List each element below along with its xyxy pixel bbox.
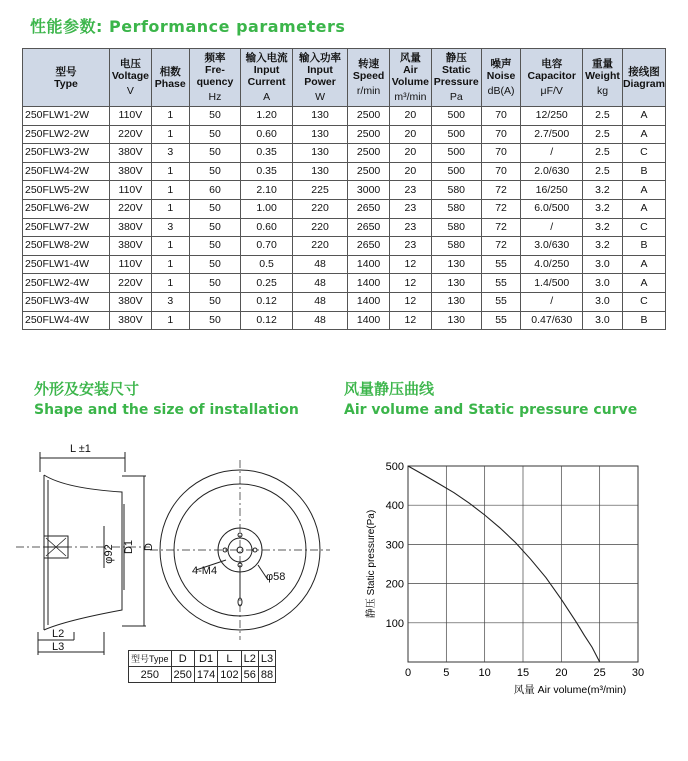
- table-cell: 580: [431, 218, 481, 237]
- table-row: [23, 311, 666, 330]
- table-cell: 1400: [348, 311, 390, 330]
- table-cell: 220: [292, 237, 347, 256]
- table-cell: 3.0: [583, 255, 623, 274]
- table-cell: 2650: [348, 237, 390, 256]
- table-cell: 225: [292, 181, 347, 200]
- label-L2: L2: [52, 628, 65, 640]
- table-cell: 1: [151, 107, 189, 126]
- chart-y-tick-label: 100: [385, 617, 404, 630]
- table-cell: 1400: [348, 292, 390, 311]
- chart-x-tick-label: 25: [593, 667, 606, 679]
- chart-ticks: [386, 461, 644, 679]
- label-D1: D1: [123, 539, 135, 555]
- table-cell: 580: [431, 199, 481, 218]
- dimensions-value-row: [129, 667, 276, 683]
- table-cell: 12/250: [521, 107, 583, 126]
- table-cell: 1: [151, 162, 189, 181]
- table-row: [23, 144, 666, 163]
- table-cell: A: [622, 107, 665, 126]
- table-cell: 0.5: [241, 255, 293, 274]
- perf-header-unit: r/min: [356, 85, 381, 97]
- table-cell: 580: [431, 181, 481, 200]
- perf-header-unit: A: [263, 91, 271, 103]
- chart-x-tick-label: 5: [443, 667, 450, 679]
- table-cell: 50: [189, 218, 241, 237]
- table-cell: A: [622, 255, 665, 274]
- table-cell: /: [521, 144, 583, 163]
- perf-header-unit: kg: [596, 85, 609, 97]
- label-d92: φ92: [103, 544, 115, 564]
- table-cell: 3.0: [583, 311, 623, 330]
- table-cell: 3.2: [583, 199, 623, 218]
- dims-header-cell: L2: [241, 651, 258, 667]
- table-cell: 2.5: [583, 107, 623, 126]
- label-L: L ±1: [70, 443, 91, 455]
- curve-title-en: Air volume and Static pressure curve: [344, 402, 638, 418]
- table-cell: 1: [151, 199, 189, 218]
- table-cell: 2500: [348, 144, 390, 163]
- table-cell: 48: [292, 274, 347, 293]
- table-row: [23, 107, 666, 126]
- table-cell: 3.0: [583, 292, 623, 311]
- dims-value-cell: 250: [129, 667, 172, 683]
- table-cell: 0.12: [241, 311, 293, 330]
- table-cell: 55: [481, 311, 521, 330]
- table-cell: 1: [151, 274, 189, 293]
- table-cell: 500: [431, 125, 481, 144]
- table-cell: 50: [189, 274, 241, 293]
- table-cell: 48: [292, 292, 347, 311]
- dims-header-cell: L3: [258, 651, 275, 667]
- dims-header-cell: D1: [194, 651, 217, 667]
- table-cell: 50: [189, 107, 241, 126]
- table-cell: 50: [189, 311, 241, 330]
- dims-header-cell: 型号Type: [129, 651, 172, 667]
- table-cell: 12: [389, 255, 431, 274]
- chart-y-tick-label: 300: [385, 539, 404, 552]
- perf-header-en: Fre-quency: [196, 64, 234, 88]
- dimensions-header-row: [129, 651, 276, 667]
- table-cell: 250FLW3-2W: [23, 144, 110, 163]
- table-cell: 20: [389, 144, 431, 163]
- table-cell: 2.0/630: [521, 162, 583, 181]
- table-cell: 48: [292, 311, 347, 330]
- perf-header-unit: m³/min: [394, 91, 427, 103]
- table-cell: 250FLW4-4W: [23, 311, 110, 330]
- table-cell: 70: [481, 125, 521, 144]
- dims-header-cell: L: [218, 651, 241, 667]
- dimensions-table: [128, 650, 276, 683]
- table-cell: 3: [151, 292, 189, 311]
- label-L3: L3: [52, 641, 65, 653]
- perf-header-8: [431, 49, 481, 107]
- chart-x-tick-label: 30: [631, 667, 645, 679]
- performance-title-cn: 性能参数:: [30, 17, 103, 36]
- perf-header-en: Noise: [486, 70, 516, 82]
- table-cell: 250FLW2-2W: [23, 125, 110, 144]
- chart-x-label: 风量 Air volume(m³/min): [513, 684, 627, 696]
- table-cell: 0.60: [241, 125, 293, 144]
- table-cell: 72: [481, 237, 521, 256]
- perf-header-unit: Hz: [208, 91, 222, 103]
- table-cell: 0.35: [241, 162, 293, 181]
- table-cell: 380V: [109, 218, 151, 237]
- table-cell: 250FLW8-2W: [23, 237, 110, 256]
- table-cell: 50: [189, 292, 241, 311]
- table-cell: 23: [389, 199, 431, 218]
- chart-x-tick-label: 20: [555, 667, 568, 679]
- perf-header-en: Static Pressure: [433, 64, 479, 88]
- perf-header-cn: 噪声: [490, 58, 512, 70]
- table-cell: 130: [431, 311, 481, 330]
- table-cell: 220: [292, 218, 347, 237]
- table-cell: 55: [481, 292, 521, 311]
- table-cell: 380V: [109, 292, 151, 311]
- table-cell: 72: [481, 181, 521, 200]
- table-cell: 72: [481, 218, 521, 237]
- perf-header-cn: 电压: [119, 58, 141, 70]
- perf-header-cn: 电容: [541, 58, 563, 70]
- perf-header-cn: 型号: [55, 65, 77, 78]
- table-cell: A: [622, 181, 665, 200]
- table-cell: 50: [189, 237, 241, 256]
- perf-header-en: Air Volume: [391, 64, 429, 88]
- installation-drawing: [0, 430, 340, 655]
- table-cell: 3.0: [583, 274, 623, 293]
- table-cell: 1.20: [241, 107, 293, 126]
- perf-header-en: Type: [54, 77, 78, 90]
- table-cell: 0.70: [241, 237, 293, 256]
- table-row: [23, 199, 666, 218]
- table-cell: 500: [431, 144, 481, 163]
- chart-y-label: 静压 Static pressure(Pa): [366, 509, 377, 619]
- table-cell: B: [622, 311, 665, 330]
- perf-header-unit: μF/V: [540, 85, 563, 97]
- table-cell: 23: [389, 237, 431, 256]
- table-cell: 380V: [109, 237, 151, 256]
- table-cell: 0.12: [241, 292, 293, 311]
- table-cell: 23: [389, 181, 431, 200]
- perf-header-unit: dB(A): [487, 85, 515, 97]
- table-cell: 130: [292, 107, 347, 126]
- table-cell: 2500: [348, 107, 390, 126]
- table-cell: 500: [431, 107, 481, 126]
- dims-header-cell: D: [171, 651, 194, 667]
- table-cell: C: [622, 218, 665, 237]
- table-cell: 250FLW3-4W: [23, 292, 110, 311]
- perf-header-en: Weight: [585, 70, 620, 82]
- table-cell: 2.5: [583, 144, 623, 163]
- table-cell: 0.47/630: [521, 311, 583, 330]
- table-row: [23, 162, 666, 181]
- table-cell: 130: [431, 255, 481, 274]
- perf-header-en: Phase: [154, 77, 186, 90]
- table-cell: 380V: [109, 144, 151, 163]
- table-cell: 3.2: [583, 181, 623, 200]
- table-cell: 70: [481, 162, 521, 181]
- chart-x-tick-label: 15: [516, 667, 530, 679]
- table-cell: 20: [389, 162, 431, 181]
- table-cell: 50: [189, 125, 241, 144]
- table-cell: /: [521, 292, 583, 311]
- perf-header-6: [348, 49, 390, 107]
- perf-header-en: Voltage: [111, 70, 149, 82]
- table-cell: 3: [151, 144, 189, 163]
- table-cell: 220: [292, 199, 347, 218]
- table-cell: 2650: [348, 218, 390, 237]
- perf-header-unit: W: [315, 91, 326, 103]
- table-cell: 2.5: [583, 162, 623, 181]
- table-cell: 3000: [348, 181, 390, 200]
- perf-header-4: [241, 49, 293, 107]
- table-row: [23, 181, 666, 200]
- perf-header-en: Capacitor: [527, 70, 576, 82]
- table-cell: 0.60: [241, 218, 293, 237]
- table-cell: 1: [151, 311, 189, 330]
- table-cell: 50: [189, 144, 241, 163]
- table-cell: 250FLW5-2W: [23, 181, 110, 200]
- perf-header-unit: Pa: [449, 91, 463, 103]
- performance-body: [23, 107, 666, 330]
- perf-header-cn: 风量: [399, 52, 421, 64]
- table-cell: 50: [189, 255, 241, 274]
- table-cell: 70: [481, 107, 521, 126]
- table-cell: 2650: [348, 199, 390, 218]
- table-cell: 12: [389, 274, 431, 293]
- table-cell: 1: [151, 255, 189, 274]
- table-cell: 380V: [109, 162, 151, 181]
- perf-header-12: [622, 49, 665, 107]
- table-cell: 250FLW4-2W: [23, 162, 110, 181]
- performance-table: [22, 48, 666, 330]
- table-cell: 20: [389, 107, 431, 126]
- table-cell: 3.0/630: [521, 237, 583, 256]
- table-cell: 50: [189, 199, 241, 218]
- table-cell: C: [622, 292, 665, 311]
- table-row: [23, 125, 666, 144]
- table-cell: 130: [292, 144, 347, 163]
- perf-header-2: [151, 49, 189, 107]
- table-cell: 2.5: [583, 125, 623, 144]
- pressure-curve-chart: [340, 440, 660, 700]
- table-cell: /: [521, 218, 583, 237]
- perf-header-en: Diagram: [622, 77, 665, 90]
- table-cell: 2.10: [241, 181, 293, 200]
- dims-value-cell: 88: [258, 667, 275, 683]
- table-cell: A: [622, 125, 665, 144]
- table-cell: 130: [431, 292, 481, 311]
- table-cell: 220V: [109, 125, 151, 144]
- table-cell: 55: [481, 274, 521, 293]
- table-cell: 110V: [109, 181, 151, 200]
- chart-x-tick-label: 10: [478, 667, 491, 679]
- table-cell: 3.2: [583, 237, 623, 256]
- table-cell: C: [622, 144, 665, 163]
- table-cell: 500: [431, 162, 481, 181]
- table-cell: 130: [292, 162, 347, 181]
- table-cell: 250FLW6-2W: [23, 199, 110, 218]
- performance-title-en: Performance parameters: [108, 17, 346, 36]
- performance-header-row: [23, 49, 666, 107]
- table-cell: 110V: [109, 255, 151, 274]
- dims-value-cell: 56: [241, 667, 258, 683]
- table-cell: 20: [389, 125, 431, 144]
- chart-x-tick-label: 0: [404, 667, 412, 679]
- perf-header-11: [583, 49, 623, 107]
- table-cell: 1400: [348, 255, 390, 274]
- perf-header-cn: 输入功率: [299, 52, 342, 64]
- table-cell: 1: [151, 237, 189, 256]
- table-cell: 12: [389, 292, 431, 311]
- perf-header-cn: 重量: [591, 58, 613, 70]
- table-cell: 250FLW7-2W: [23, 218, 110, 237]
- table-cell: 16/250: [521, 181, 583, 200]
- chart-grid: [408, 466, 638, 662]
- table-cell: 1.4/500: [521, 274, 583, 293]
- table-cell: 2500: [348, 162, 390, 181]
- pressure-curve-line: [408, 466, 600, 662]
- table-cell: 380V: [109, 311, 151, 330]
- table-cell: 1: [151, 125, 189, 144]
- dims-value-cell: 174: [194, 667, 217, 683]
- table-cell: 1400: [348, 274, 390, 293]
- perf-header-cn: 转速: [358, 58, 380, 70]
- perf-header-en: Input Current: [247, 64, 286, 88]
- perf-header-cn: 相数: [159, 65, 181, 78]
- perf-header-10: [521, 49, 583, 107]
- table-cell: 50: [189, 162, 241, 181]
- perf-header-0: [23, 49, 110, 107]
- perf-header-en: Speed: [352, 70, 385, 82]
- perf-header-cn: 接线图: [628, 65, 660, 78]
- table-cell: 110V: [109, 107, 151, 126]
- table-cell: 220V: [109, 274, 151, 293]
- perf-header-3: [189, 49, 241, 107]
- table-cell: 250FLW1-4W: [23, 255, 110, 274]
- table-cell: 2500: [348, 125, 390, 144]
- table-cell: 55: [481, 255, 521, 274]
- table-cell: 1: [151, 181, 189, 200]
- table-cell: 1.00: [241, 199, 293, 218]
- perf-header-9: [481, 49, 521, 107]
- table-cell: 3.2: [583, 218, 623, 237]
- table-cell: 70: [481, 144, 521, 163]
- table-cell: 2.7/500: [521, 125, 583, 144]
- perf-header-cn: 频率: [204, 52, 226, 64]
- table-cell: 23: [389, 218, 431, 237]
- table-cell: B: [622, 237, 665, 256]
- table-row: [23, 274, 666, 293]
- table-cell: 4.0/250: [521, 255, 583, 274]
- table-cell: A: [622, 199, 665, 218]
- label-d58: φ58: [266, 571, 286, 583]
- table-cell: 130: [431, 274, 481, 293]
- perf-header-5: [292, 49, 347, 107]
- table-cell: 60: [189, 181, 241, 200]
- installation-title-cn: 外形及安装尺寸: [34, 380, 140, 398]
- chart-y-tick-label: 500: [385, 461, 404, 473]
- perf-header-unit: V: [126, 85, 134, 97]
- perf-header-cn: 静压: [445, 52, 467, 64]
- table-cell: 3: [151, 218, 189, 237]
- perf-header-1: [109, 49, 151, 107]
- perf-header-cn: 输入电流: [245, 52, 288, 64]
- table-cell: 580: [431, 237, 481, 256]
- table-cell: 130: [292, 125, 347, 144]
- dims-value-cell: 102: [218, 667, 241, 683]
- table-cell: 250FLW2-4W: [23, 274, 110, 293]
- chart-y-tick-label: 400: [385, 500, 404, 513]
- perf-header-7: [389, 49, 431, 107]
- table-cell: 6.0/500: [521, 199, 583, 218]
- table-cell: 250FLW1-2W: [23, 107, 110, 126]
- dims-value-cell: 250: [171, 667, 194, 683]
- table-row: [23, 255, 666, 274]
- label-holes: 4-M4: [192, 565, 218, 577]
- table-cell: 72: [481, 199, 521, 218]
- table-cell: A: [622, 274, 665, 293]
- performance-title: [30, 14, 345, 37]
- label-D: D: [143, 543, 155, 551]
- perf-header-en: Input Power: [304, 64, 336, 88]
- table-cell: 48: [292, 255, 347, 274]
- curve-title-cn: 风量静压曲线: [344, 380, 435, 398]
- table-row: [23, 237, 666, 256]
- chart-y-tick-label: 200: [385, 578, 404, 591]
- table-cell: B: [622, 162, 665, 181]
- table-cell: 220V: [109, 199, 151, 218]
- table-cell: 12: [389, 311, 431, 330]
- table-row: [23, 218, 666, 237]
- installation-title-en: Shape and the size of installation: [34, 402, 299, 418]
- table-cell: 0.35: [241, 144, 293, 163]
- table-cell: 0.25: [241, 274, 293, 293]
- table-row: [23, 292, 666, 311]
